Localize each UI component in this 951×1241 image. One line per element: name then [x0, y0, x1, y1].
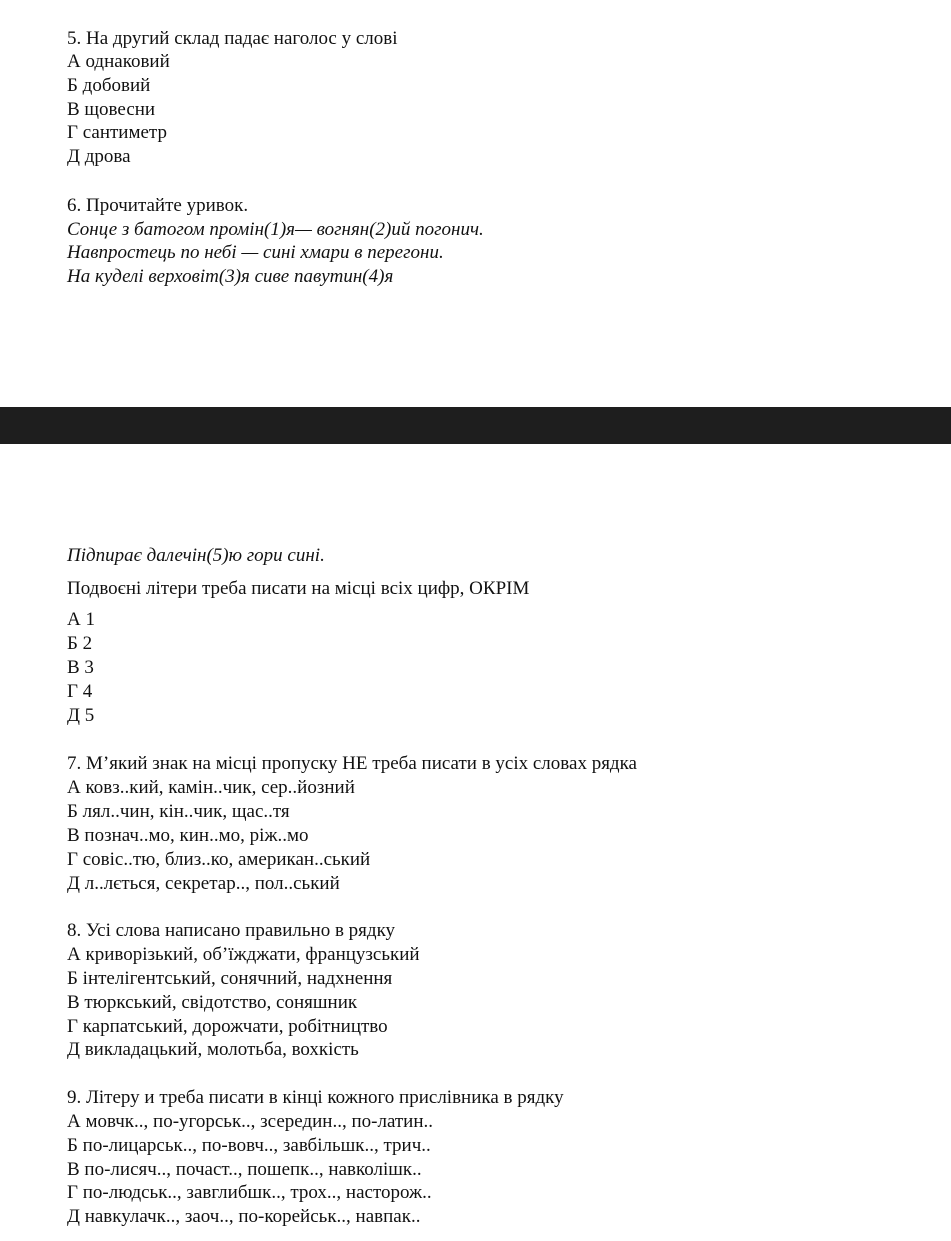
option: А ковз..кий, камін..чик, сер..йозний: [67, 777, 355, 798]
option: В 3: [67, 657, 94, 678]
option: А мовчк.., по-угорськ.., зсередин.., по-латин..: [67, 1111, 434, 1132]
option: В по-лисяч.., почаст.., пошепк.., навколішк..: [67, 1159, 422, 1180]
option: В щовесни: [67, 99, 156, 120]
option: Г карпатський, дорожчати, робітництво: [67, 1016, 388, 1037]
option: Д дрова: [67, 146, 131, 167]
poem-line: Навпростець по небі — сині хмари в перегони.: [67, 242, 444, 263]
poem-line: Підпирає далечін(5)ю гори сині.: [67, 545, 325, 566]
option: Г совіс..тю, близ..ко, американ..ський: [67, 849, 371, 870]
option: В тюркський, свідотство, соняшник: [67, 992, 358, 1013]
page-separator-band: [0, 407, 951, 444]
option: А однаковий: [67, 51, 170, 72]
option: Д викладацький, молотьба, вохкість: [67, 1039, 359, 1060]
option: Д навкулачк.., заоч.., по-корейськ.., навпак..: [67, 1206, 421, 1227]
option: Б по-лицарськ.., по-вовч.., завбільшк.., трич..: [67, 1135, 431, 1156]
option: Г 4: [67, 681, 93, 702]
question-9: 9. Літеру и треба писати в кінці кожного прислівника в рядку: [67, 1087, 564, 1108]
question-6-task: Подвоєні літери треба писати на місці всіх цифр, ОКРІМ: [67, 578, 530, 599]
poem-line: Сонце з батогом промін(1)я— вогнян(2)ий погонич.: [67, 219, 484, 240]
option: В познач..мо, кин..мо, ріж..мо: [67, 825, 309, 846]
option: Д л..лється, секретар.., пол..ський: [67, 873, 340, 894]
poem-line: На куделі верховіт(3)я сиве павутин(4)я: [67, 266, 394, 287]
option: Б лял..чин, кін..чик, щас..тя: [67, 801, 290, 822]
option: Б добовий: [67, 75, 151, 96]
option: Б 2: [67, 633, 93, 654]
option: А криворізький, об’їжджати, французський: [67, 944, 420, 965]
option: Д 5: [67, 705, 95, 726]
option: Г по-людськ.., завглибшк.., трох.., насторож..: [67, 1182, 432, 1203]
option: Б інтелігентський, сонячний, надхнення: [67, 968, 393, 989]
option: А 1: [67, 609, 95, 630]
option: Г сантиметр: [67, 122, 167, 143]
question-8: 8. Усі слова написано правильно в рядку: [67, 920, 396, 941]
question-6: 6. Прочитайте уривок.: [67, 195, 249, 216]
question-7: 7. М’який знак на місці пропуску НЕ треба писати в усіх словах рядка: [67, 753, 637, 774]
question-5: 5. На другий склад падає наголос у слові: [67, 28, 398, 49]
